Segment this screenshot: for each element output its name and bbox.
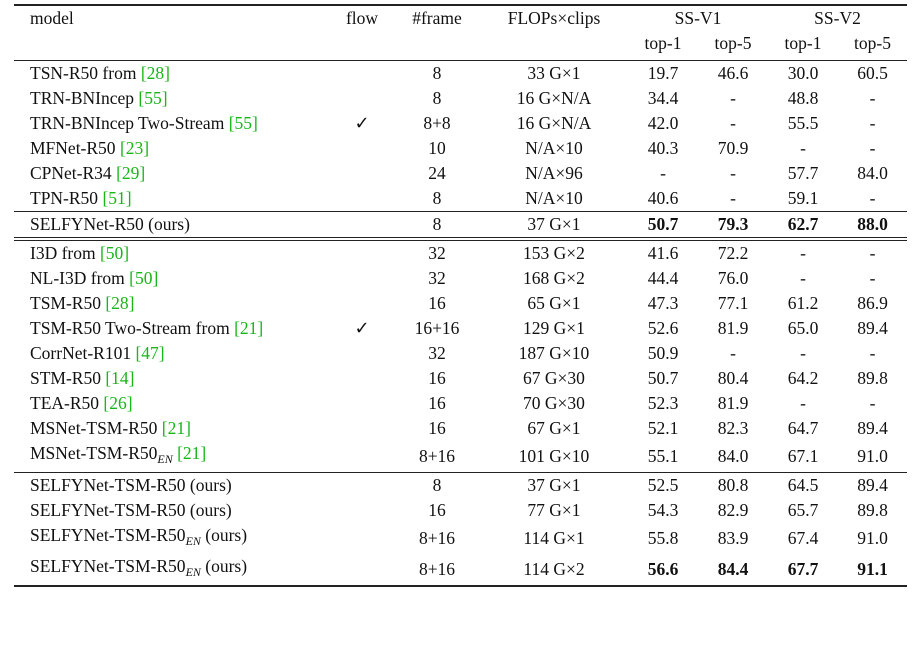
frames-cell: 16	[428, 368, 446, 388]
ssv1-top1-cell: 50.7	[628, 212, 698, 240]
table-row	[14, 316, 907, 341]
model-name-cell	[14, 291, 330, 316]
header-model: model	[14, 5, 330, 31]
model-name-cell	[14, 366, 330, 391]
ssv2-top1-cell: 57.7	[787, 163, 819, 183]
model-subscript: EN	[185, 534, 201, 548]
ssv2-top1-cell: 65.7	[787, 500, 819, 520]
ssv1-top1-cell: 40.6	[647, 188, 679, 208]
ssv2-top1-cell: 67.1	[787, 446, 819, 466]
citation-link[interactable]: [47]	[135, 343, 165, 363]
ssv2-top1-cell: 67.4	[787, 528, 819, 548]
ssv1-top1-cell: 41.6	[628, 239, 698, 266]
table-row	[14, 441, 907, 473]
ssv1-top5-cell: -	[730, 113, 736, 133]
flow-cell	[330, 441, 394, 473]
flops-cell: 33 G×1	[480, 61, 628, 87]
frames-cell: 32	[428, 343, 446, 363]
model-name-cell	[14, 341, 330, 366]
model-suffix: (ours)	[200, 525, 248, 545]
model-name-cell	[14, 441, 330, 473]
model-name: MSNet-TSM-R50	[30, 418, 162, 438]
flow-cell	[330, 316, 394, 341]
table-row	[14, 186, 907, 212]
flow-cell	[330, 473, 394, 499]
ssv2-top1-cell: -	[768, 239, 838, 266]
ssv2-top5-cell: 86.9	[857, 293, 888, 313]
check-icon: ✓	[354, 113, 370, 134]
ssv2-top5-cell: -	[869, 393, 876, 413]
citation-link[interactable]: [28]	[105, 293, 135, 313]
flow-cell	[330, 554, 394, 586]
flow-cell	[330, 161, 394, 186]
frames-cell: 8+16	[418, 528, 456, 548]
header-ssv1: SS-V1	[628, 5, 768, 31]
ssv1-top5-cell: 81.9	[717, 393, 749, 413]
ssv1-top1-cell: 54.3	[647, 500, 679, 520]
model-name: TSN-R50 from	[30, 63, 141, 83]
frames-cell: 8	[432, 88, 442, 108]
flow-cell	[330, 523, 394, 554]
frames-cell: 8+16	[418, 446, 456, 466]
model-name: TRN-BNIncep Two-Stream	[30, 113, 229, 133]
ssv2-top1-cell: -	[800, 268, 806, 288]
frames-cell: 8	[394, 473, 480, 499]
frames-cell: 24	[428, 163, 446, 183]
model-name: CPNet-R34	[30, 163, 117, 183]
ssv1-top5-cell: 82.9	[717, 500, 749, 520]
ssv2-top5-cell: -	[869, 113, 876, 133]
model-name: SELFYNet-R50 (ours)	[30, 214, 190, 234]
table-row	[14, 212, 907, 240]
citation-link[interactable]: [23]	[119, 138, 150, 158]
frames-cell: 8	[432, 188, 442, 208]
flops-cell: 67 G×30	[523, 368, 585, 388]
header-ssv2: SS-V2	[768, 5, 907, 31]
flow-cell	[330, 391, 394, 416]
citation-link[interactable]: [21]	[234, 318, 264, 338]
citation-link[interactable]: [26]	[103, 393, 133, 413]
table-row	[14, 366, 907, 391]
flops-cell: 168 G×2	[523, 268, 585, 288]
header-row	[14, 5, 907, 31]
model-name: TEA-R50	[30, 393, 104, 413]
model-name-cell	[14, 186, 330, 212]
frames-cell: 8	[394, 61, 480, 87]
ssv2-top5-cell: -	[869, 138, 876, 158]
table-row	[14, 473, 907, 499]
ssv1-top5-cell: 80.8	[698, 473, 768, 499]
flow-cell	[330, 291, 394, 316]
ssv2-top5-cell: 91.0	[857, 446, 888, 466]
ssv2-top1-cell: 61.2	[787, 293, 819, 313]
frames-cell: 8	[394, 212, 480, 240]
flops-cell: 65 G×1	[527, 293, 581, 313]
flops-cell: 37 G×1	[480, 473, 628, 499]
ssv1-top1-cell: 52.1	[647, 418, 679, 438]
ssv1-top1-cell: 19.7	[628, 61, 698, 87]
flops-cell: 37 G×1	[480, 212, 628, 240]
model-name: SELFYNet-TSM-R50	[30, 525, 186, 545]
check-icon: ✓	[354, 318, 370, 339]
model-subscript: EN	[185, 565, 201, 579]
ssv1-top5-cell: -	[730, 163, 736, 183]
ssv1-top5-cell: -	[730, 343, 736, 363]
table-row	[14, 136, 907, 161]
ssv2-top5-cell: 89.8	[857, 368, 888, 388]
header-ssv1-top5: top-5	[714, 33, 752, 53]
model-name: TRN-BNIncep	[30, 88, 139, 108]
table-row	[14, 111, 907, 136]
ssv2-top1-cell: 64.2	[787, 368, 819, 388]
flow-cell	[330, 212, 394, 240]
model-name: MFNet-R50	[30, 138, 120, 158]
model-name-cell	[14, 473, 330, 499]
model-name-cell	[14, 554, 330, 586]
model-name: MSNet-TSM-R50	[30, 443, 158, 463]
ssv1-top5-cell: 77.1	[717, 293, 749, 313]
table-row	[14, 291, 907, 316]
ssv1-top5-cell: 46.6	[698, 61, 768, 87]
comparison-table	[14, 4, 907, 587]
table-row	[14, 341, 907, 366]
header-flops: FLOPs×clips	[480, 5, 628, 31]
flops-cell: 114 G×2	[480, 554, 628, 586]
citation-link[interactable]: [29]	[116, 163, 146, 183]
model-suffix: (ours)	[200, 556, 248, 576]
model-name-cell	[14, 61, 330, 87]
header-frame: #frame	[394, 5, 480, 31]
ssv2-top5-cell: -	[869, 343, 876, 363]
ssv2-top5-cell: 88.0	[838, 212, 907, 240]
ssv1-top1-cell: 55.1	[647, 446, 679, 466]
model-name: CorrNet-R101	[30, 343, 136, 363]
header-ssv2-top1: top-1	[784, 33, 822, 53]
ssv1-top1-cell: 50.7	[647, 368, 679, 388]
model-name-cell	[14, 498, 330, 523]
flops-cell: N/A×10	[525, 138, 583, 158]
ssv1-top1-cell: 42.0	[647, 113, 679, 133]
frames-cell: 32	[428, 268, 446, 288]
ssv2-top1-cell: 64.7	[787, 418, 819, 438]
flops-cell: N/A×96	[525, 163, 583, 183]
flops-cell: 16 G×N/A	[516, 113, 592, 133]
ssv1-top5-cell: 83.9	[717, 528, 749, 548]
model-name-cell	[14, 416, 330, 441]
ssv1-top5-cell: 79.3	[698, 212, 768, 240]
table-row	[14, 161, 907, 186]
model-name: SELFYNet-TSM-R50 (ours)	[30, 475, 232, 495]
model-name-cell	[14, 111, 330, 136]
ssv1-top5-cell: 82.3	[717, 418, 749, 438]
ssv1-top5-cell: 84.0	[717, 446, 749, 466]
citation-link[interactable]: [50]	[99, 243, 130, 263]
flow-cell	[330, 416, 394, 441]
model-name: NL-I3D from	[30, 268, 130, 288]
flops-cell: 70 G×30	[523, 393, 585, 413]
citation-link[interactable]: [14]	[105, 368, 135, 388]
ssv2-top5-cell: 89.4	[857, 418, 888, 438]
frames-cell: 10	[428, 138, 446, 158]
header-ssv1-top1: top-1	[644, 33, 682, 53]
ssv2-top5-cell: 89.8	[857, 500, 888, 520]
flow-cell	[330, 111, 394, 136]
table-row	[14, 523, 907, 554]
flops-cell: 16 G×N/A	[516, 88, 592, 108]
model-name-cell	[14, 316, 330, 341]
flops-cell: 77 G×1	[527, 500, 581, 520]
model-name: TPN-R50	[30, 188, 103, 208]
frames-cell: 16+16	[414, 318, 460, 338]
ssv1-top1-cell: 44.4	[647, 268, 679, 288]
ssv1-top1-cell: 40.3	[647, 138, 679, 158]
ssv1-top5-cell: 70.9	[717, 138, 749, 158]
ssv1-top5-cell: 81.9	[717, 318, 749, 338]
frames-cell: 8+8	[423, 113, 451, 133]
ssv1-top1-cell: 56.6	[628, 554, 698, 586]
ssv1-top1-cell: -	[660, 163, 666, 183]
table-body	[14, 61, 907, 587]
ssv2-top5-cell: -	[869, 88, 876, 108]
ssv2-top1-cell: 67.7	[768, 554, 838, 586]
frames-cell: 32	[394, 239, 480, 266]
flow-cell	[330, 61, 394, 87]
ssv2-top1-cell: -	[800, 343, 806, 363]
ssv2-top5-cell: -	[869, 268, 876, 288]
frames-cell: 8+16	[394, 554, 480, 586]
citation-link[interactable]: [55]	[138, 88, 168, 108]
frames-cell: 16	[428, 293, 446, 313]
ssv1-top1-cell: 55.8	[647, 528, 679, 548]
model-name-cell	[14, 86, 330, 111]
ssv1-top5-cell: 84.4	[698, 554, 768, 586]
flops-cell: 153 G×2	[480, 239, 628, 266]
flops-cell: 114 G×1	[523, 528, 585, 548]
ssv2-top5-cell: 91.0	[857, 528, 888, 548]
table-row	[14, 498, 907, 523]
ssv2-top1-cell: 65.0	[787, 318, 819, 338]
citation-link[interactable]: [21]	[177, 443, 207, 463]
ssv1-top5-cell: 80.4	[717, 368, 749, 388]
frames-cell: 16	[428, 500, 446, 520]
flops-cell: 187 G×10	[518, 343, 590, 363]
flow-cell	[330, 86, 394, 111]
ssv2-top1-cell: 62.7	[768, 212, 838, 240]
model-name-cell	[14, 239, 330, 266]
flow-cell	[330, 341, 394, 366]
citation-link[interactable]: [55]	[228, 113, 258, 133]
model-subscript: EN	[157, 452, 173, 466]
frames-cell: 16	[428, 393, 446, 413]
table-row	[14, 86, 907, 111]
ssv1-top1-cell: 52.3	[647, 393, 679, 413]
ssv1-top1-cell: 52.5	[628, 473, 698, 499]
table-row	[14, 416, 907, 441]
flow-cell	[330, 136, 394, 161]
model-name-cell	[14, 266, 330, 291]
frames-cell: 16	[428, 418, 446, 438]
ssv1-top1-cell: 52.6	[647, 318, 679, 338]
model-name-cell	[14, 212, 330, 240]
flops-cell: 101 G×10	[518, 446, 590, 466]
ssv2-top5-cell: 91.1	[838, 554, 907, 586]
model-name: STM-R50	[30, 368, 106, 388]
ssv2-top1-cell: -	[800, 138, 806, 158]
ssv2-top5-cell: 89.4	[838, 473, 907, 499]
table-row	[14, 61, 907, 87]
model-name-cell	[14, 161, 330, 186]
model-name-cell	[14, 391, 330, 416]
flops-cell: 67 G×1	[527, 418, 581, 438]
ssv1-top5-cell: 76.0	[717, 268, 749, 288]
ssv1-top5-cell: -	[730, 188, 736, 208]
ssv2-top5-cell: 89.4	[857, 318, 888, 338]
table-row	[14, 266, 907, 291]
ssv1-top1-cell: 50.9	[647, 343, 679, 363]
ssv2-top1-cell: 48.8	[787, 88, 819, 108]
flow-cell	[330, 239, 394, 266]
ssv1-top1-cell: 34.4	[647, 88, 679, 108]
model-name: TSM-R50	[30, 293, 106, 313]
ssv1-top5-cell: -	[730, 88, 736, 108]
ssv2-top5-cell: 60.5	[838, 61, 907, 87]
flow-cell	[330, 498, 394, 523]
ssv2-top5-cell: -	[838, 239, 907, 266]
ssv2-top5-cell: 84.0	[857, 163, 888, 183]
model-name: I3D from	[30, 243, 100, 263]
header-ssv2-top5: top-5	[854, 33, 891, 53]
flops-cell: 129 G×1	[523, 318, 585, 338]
header-flow: flow	[330, 5, 394, 31]
citation-link[interactable]: [50]	[129, 268, 159, 288]
table-row	[14, 391, 907, 416]
citation-link[interactable]: [28]	[140, 63, 170, 83]
citation-link[interactable]: [51]	[102, 188, 132, 208]
ssv2-top1-cell: -	[800, 393, 806, 413]
model-name-cell	[14, 136, 330, 161]
subheader-row	[14, 31, 907, 61]
model-name-cell	[14, 523, 330, 554]
model-name: TSM-R50 Two-Stream from	[30, 318, 235, 338]
ssv1-top5-cell: 72.2	[698, 239, 768, 266]
ssv2-top1-cell: 59.1	[787, 188, 819, 208]
flow-cell	[330, 366, 394, 391]
ssv1-top1-cell: 47.3	[647, 293, 679, 313]
citation-link[interactable]: [21]	[161, 418, 191, 438]
flow-cell	[330, 266, 394, 291]
model-name: SELFYNet-TSM-R50 (ours)	[30, 500, 232, 520]
table-row	[14, 554, 907, 586]
flops-cell: N/A×10	[525, 188, 583, 208]
ssv2-top1-cell: 30.0	[768, 61, 838, 87]
model-name: SELFYNet-TSM-R50	[30, 556, 186, 576]
table-row	[14, 239, 907, 266]
ssv2-top1-cell: 55.5	[787, 113, 819, 133]
ssv2-top5-cell: -	[869, 188, 876, 208]
ssv2-top1-cell: 64.5	[768, 473, 838, 499]
flow-cell	[330, 186, 394, 212]
